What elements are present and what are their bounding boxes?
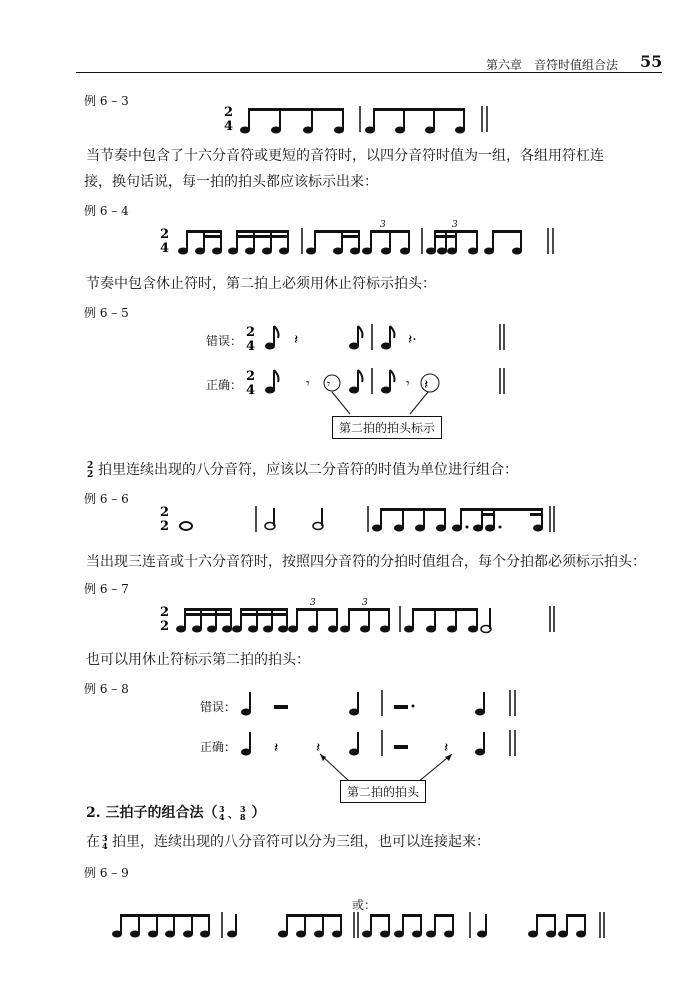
triplet-group [340,608,390,633]
example-label-6-7: 例 6 – 7 [84,582,129,596]
quarter-note [477,914,487,938]
half-note [481,608,491,633]
label-right: 正确： [206,378,243,392]
svg-text:3: 3 [239,804,246,814]
svg-text:2: 2 [160,227,170,242]
note-group [178,230,222,255]
section-heading: 2. 三拍子的组合法（ 3 4 、 3 8 ） [86,804,266,822]
paragraph-4: 当出现三连音或十六分音符时，按照四分音符的分拍时值组合，每个分拍都必须标示拍头： [86,554,646,570]
svg-text:4: 4 [246,339,256,354]
eighth-rest: 𝄾 [406,376,410,392]
half-note [313,508,323,530]
eighth-note-group [112,914,210,938]
rhythm-example-6-4 [156,218,576,260]
eighth-pair [558,914,586,938]
example-label-6-4: 例 6 – 4 [84,204,129,218]
eighth-note-group [372,508,446,532]
svg-text:4: 4 [246,383,256,398]
svg-text:4: 4 [218,812,225,822]
eighth-note [349,326,363,350]
note-group [228,230,289,255]
rhythm-example-6-3 [220,102,500,138]
label-wrong: 错误： [206,334,243,348]
eighth-note [265,370,279,394]
eighth-pair [528,914,556,938]
dotted-group [452,508,543,532]
quarter-note [475,692,485,716]
example-label-6-5: 例 6 – 5 [84,306,129,320]
eighth-note-group [365,108,465,134]
svg-text:8: 8 [239,812,246,822]
svg-text:2: 2 [160,505,170,520]
eighth-pair [484,230,522,255]
paragraph-5: 也可以用休止符标示第二拍的拍头： [86,652,310,668]
svg-text:2: 2 [246,369,256,384]
paragraph-2: 节奏中包含休止符时，第二拍上必须用休止符标示拍头： [86,276,436,292]
paragraph-1-line-2: 接，换句话说，每一拍的拍头都应该标示出来： [84,174,378,190]
svg-text:4: 4 [102,841,108,851]
eighth-rest: 𝄾 [306,376,310,392]
svg-text:、: 、 [227,810,238,821]
example-label-6-8: 例 6 – 8 [84,682,129,696]
rhythm-example-6-8-wrong [238,688,528,724]
svg-text:3: 3 [218,804,225,814]
rhythm-example-6-7 [156,596,576,638]
whole-note [180,522,192,530]
sixteenth-group [176,608,232,633]
quarter-note [241,732,251,756]
running-header-chapter: 第六章 音符时值组合法 [486,58,619,72]
eighth-note-group [404,608,478,633]
triplet-group [288,608,338,633]
or-label: 或： [352,898,377,912]
quarter-note [241,692,251,716]
quarter-rest: 𝄽 [316,740,321,756]
sixteenth-group [232,608,288,633]
svg-text:2: 2 [160,619,170,634]
eighth-rest: 𝄾 [327,377,331,391]
eighth-note [381,326,395,350]
triplet-mark: 3 [452,220,458,230]
triplet-mark: 3 [380,220,386,230]
page-number: 55 [640,52,663,71]
time-sig-top: 2 [224,105,234,120]
triplet-mark: 3 [310,598,316,608]
paragraph-6: 在 3 4 拍里，连续出现的八分音符可以分为三组，也可以连接起来： [86,833,490,851]
half-rest [274,705,288,709]
svg-text:2: 2 [87,470,94,480]
triplet-mark: 3 [362,598,368,608]
rhythm-example-6-5-wrong [246,320,516,356]
svg-text:2: 2 [160,605,170,620]
rhythm-example-6-9 [110,908,630,944]
half-note [265,508,275,530]
half-rest [394,745,408,749]
eighth-pair [394,914,422,938]
example-label-6-6: 例 6 – 6 [84,492,129,506]
callout-second-beat: 第二拍的拍头 [340,780,426,803]
eighth-pair [362,914,390,938]
eighth-pair [426,914,454,938]
time-sig-bottom: 4 [224,119,234,134]
paragraph-1-line-1: 当节奏中包含了十六分音符或更短的音符时，以四分音符时值为一组，各组用符杠连 [86,148,604,164]
section-heading-text: 2. 三拍子的组合法（ [86,805,218,821]
note-group [306,230,360,255]
dotted-quarter-rest: 𝄽· [408,332,417,348]
time-sig-inline [100,833,112,851]
quarter-rest: 𝄽 [444,740,449,756]
quarter-note [475,732,485,756]
label-wrong: 错误： [200,700,237,714]
eighth-note-group [278,914,342,938]
svg-text:2: 2 [160,519,170,534]
callout-second-beat-marking: 第二拍的拍头标示 [332,416,442,439]
quarter-note [227,914,237,938]
time-sig-inline [86,459,98,483]
svg-text:3: 3 [102,833,108,843]
section-time-signatures [218,804,252,822]
header-rule [76,72,662,73]
label-right: 正确： [200,740,237,754]
eighth-note [265,326,279,350]
quarter-rest: 𝄽 [424,377,429,393]
note-group [426,230,478,255]
svg-text:4: 4 [160,241,170,256]
triplet-group [362,230,410,255]
example-label-6-3: 例 6 – 3 [84,94,129,108]
quarter-rest: 𝄽 [294,332,299,348]
quarter-note [349,692,359,716]
svg-text:2: 2 [246,325,256,340]
rhythm-example-6-6 [156,502,576,538]
quarter-rest: 𝄽 [274,740,279,756]
eighth-note-group [240,108,344,134]
dotted-half-rest [394,705,408,709]
paragraph-3: 拍里连续出现的八分音符，应该以二分音符的时值为单位进行组合： [98,462,518,478]
svg-text:2: 2 [87,461,94,471]
example-label-6-9: 例 6 – 9 [84,866,129,880]
